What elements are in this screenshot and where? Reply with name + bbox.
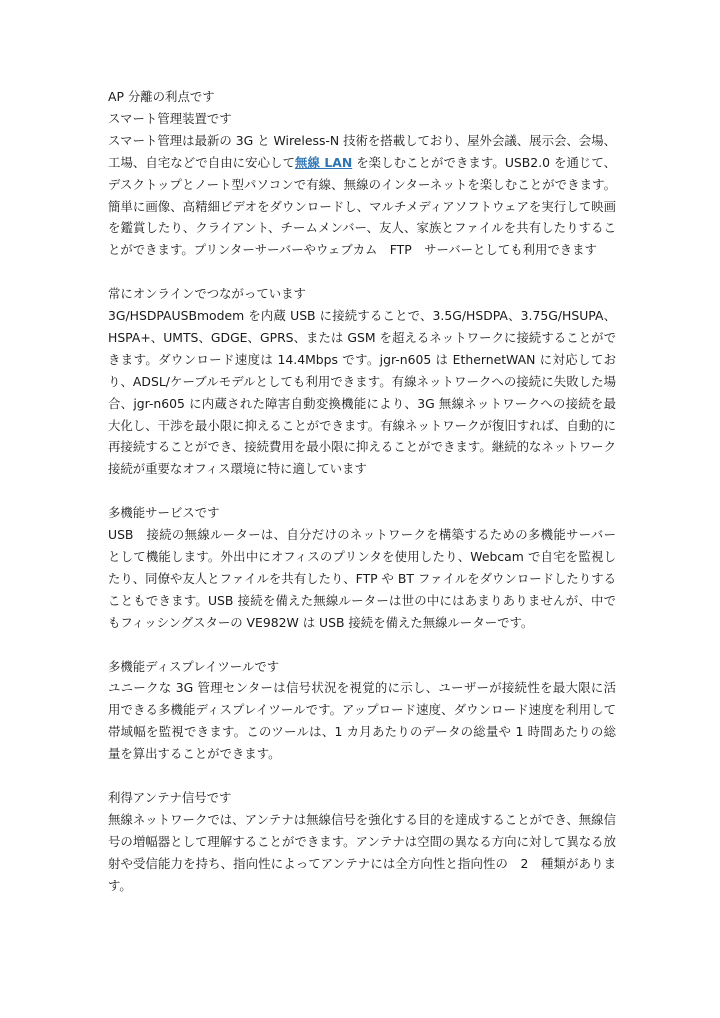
section-always-online xyxy=(108,283,616,480)
heading-always-online: 常にオンラインでつながっています xyxy=(108,286,306,302)
document-page xyxy=(108,86,616,918)
paragraph-text: を楽しむことができます。USB2.0 を通じて、デスクトップとノート型パソコンで有線、無線のインターネットを楽しむことができます。簡単に画像、高精細ビデオをダウンロードし、マルチメディアソフトウェアを実行して映画を鑑賞したり、クライアント、チームメンバー、友人、家族とファイルを共有したりすることができます。プリンターサーバーやウェブカム FTP サーバーとしても利用できます xyxy=(108,154,617,258)
section-antenna-gain xyxy=(108,787,616,897)
section-multi-service xyxy=(108,502,616,633)
heading-smart-management: スマート管理装置です xyxy=(108,110,232,126)
paragraph-antenna-gain: 無線ネットワークでは、アンテナは無線信号を強化する目的を達成することができ、無線信号の増幅器として理解することができます。アンテナは空間の異なる方向に対して異なる放射や受信能力を持ち、指向性によってアンテナには全方向性と指向性の 2 種類があります。 xyxy=(108,811,616,893)
section-display-tool xyxy=(108,656,616,766)
paragraph-smart-management xyxy=(108,130,616,261)
paragraph-always-online: 3G/HSDPAUSBmodem を内蔵 USB に接続することで、3.5G/HSDPA、3.75G/HSUPA、HSPA+、UMTS、GDGE、GPRS、または GSM を超えるネットワークに接続することができます。ダウンロード速度は 14.4Mbps です。jgr-n605 は EthernetWAN に対応しており、ADSL/ケーブルモデルとしても利用できます。有線ネットワークへの接続に失敗した場合、jgr-n605 に内蔵された障害自動変換機能により、3G 無線ネットワークへの接続を最大化し、干渉を最小限に抑えることができます。有線ネットワークが復旧すれば、自動的に再接続することができ、接続費用を最小限に抑えることができます。継続的なネットワーク接続が重要なオフィス環境に特に適しています xyxy=(108,308,616,477)
heading-multi-service: 多機能サービスです xyxy=(108,505,220,521)
heading-antenna-gain: 利得アンテナ信号です xyxy=(108,789,232,805)
section-ap-separation xyxy=(108,86,616,261)
paragraph-text: スマート管理は最新の 3G と Wireless-N 技術を搭載しており、屋外会議、展示会、会場、工場、自宅などで自由に安心して xyxy=(108,132,616,170)
paragraph-display-tool: ユニークな 3G 管理センターは信号状況を視覚的に示し、ユーザーが接続性を最大限に活用できる多機能ディスプレイツールです。アップロード速度、ダウンロード速度を利用して帯域幅を監視できます。このツールは、1 カ月あたりのデータの総量や 1 時間あたりの総量を算出することができます。 xyxy=(108,680,616,762)
paragraph-multi-service: USB 接続の無線ルーターは、自分だけのネットワークを構築するための多機能サーバーとして機能します。外出中にオフィスのプリンタを使用したり、Webcam で自宅を監視したり、同僚や友人とファイルを共有したり、FTP や BT ファイルをダウンロードしたりすることもできます。USB 接続を備えた無線ルーターは世の中にはあまりありませんが、中でもフィッシングスターの VE982W は USB 接続を備えた無線ルーターです。 xyxy=(108,527,616,630)
heading-ap-separation: AP 分離の利点です xyxy=(108,89,215,104)
wireless-lan-link[interactable]: 無線 LAN xyxy=(295,154,353,170)
heading-display-tool: 多機能ディスプレイツールです xyxy=(108,658,280,674)
